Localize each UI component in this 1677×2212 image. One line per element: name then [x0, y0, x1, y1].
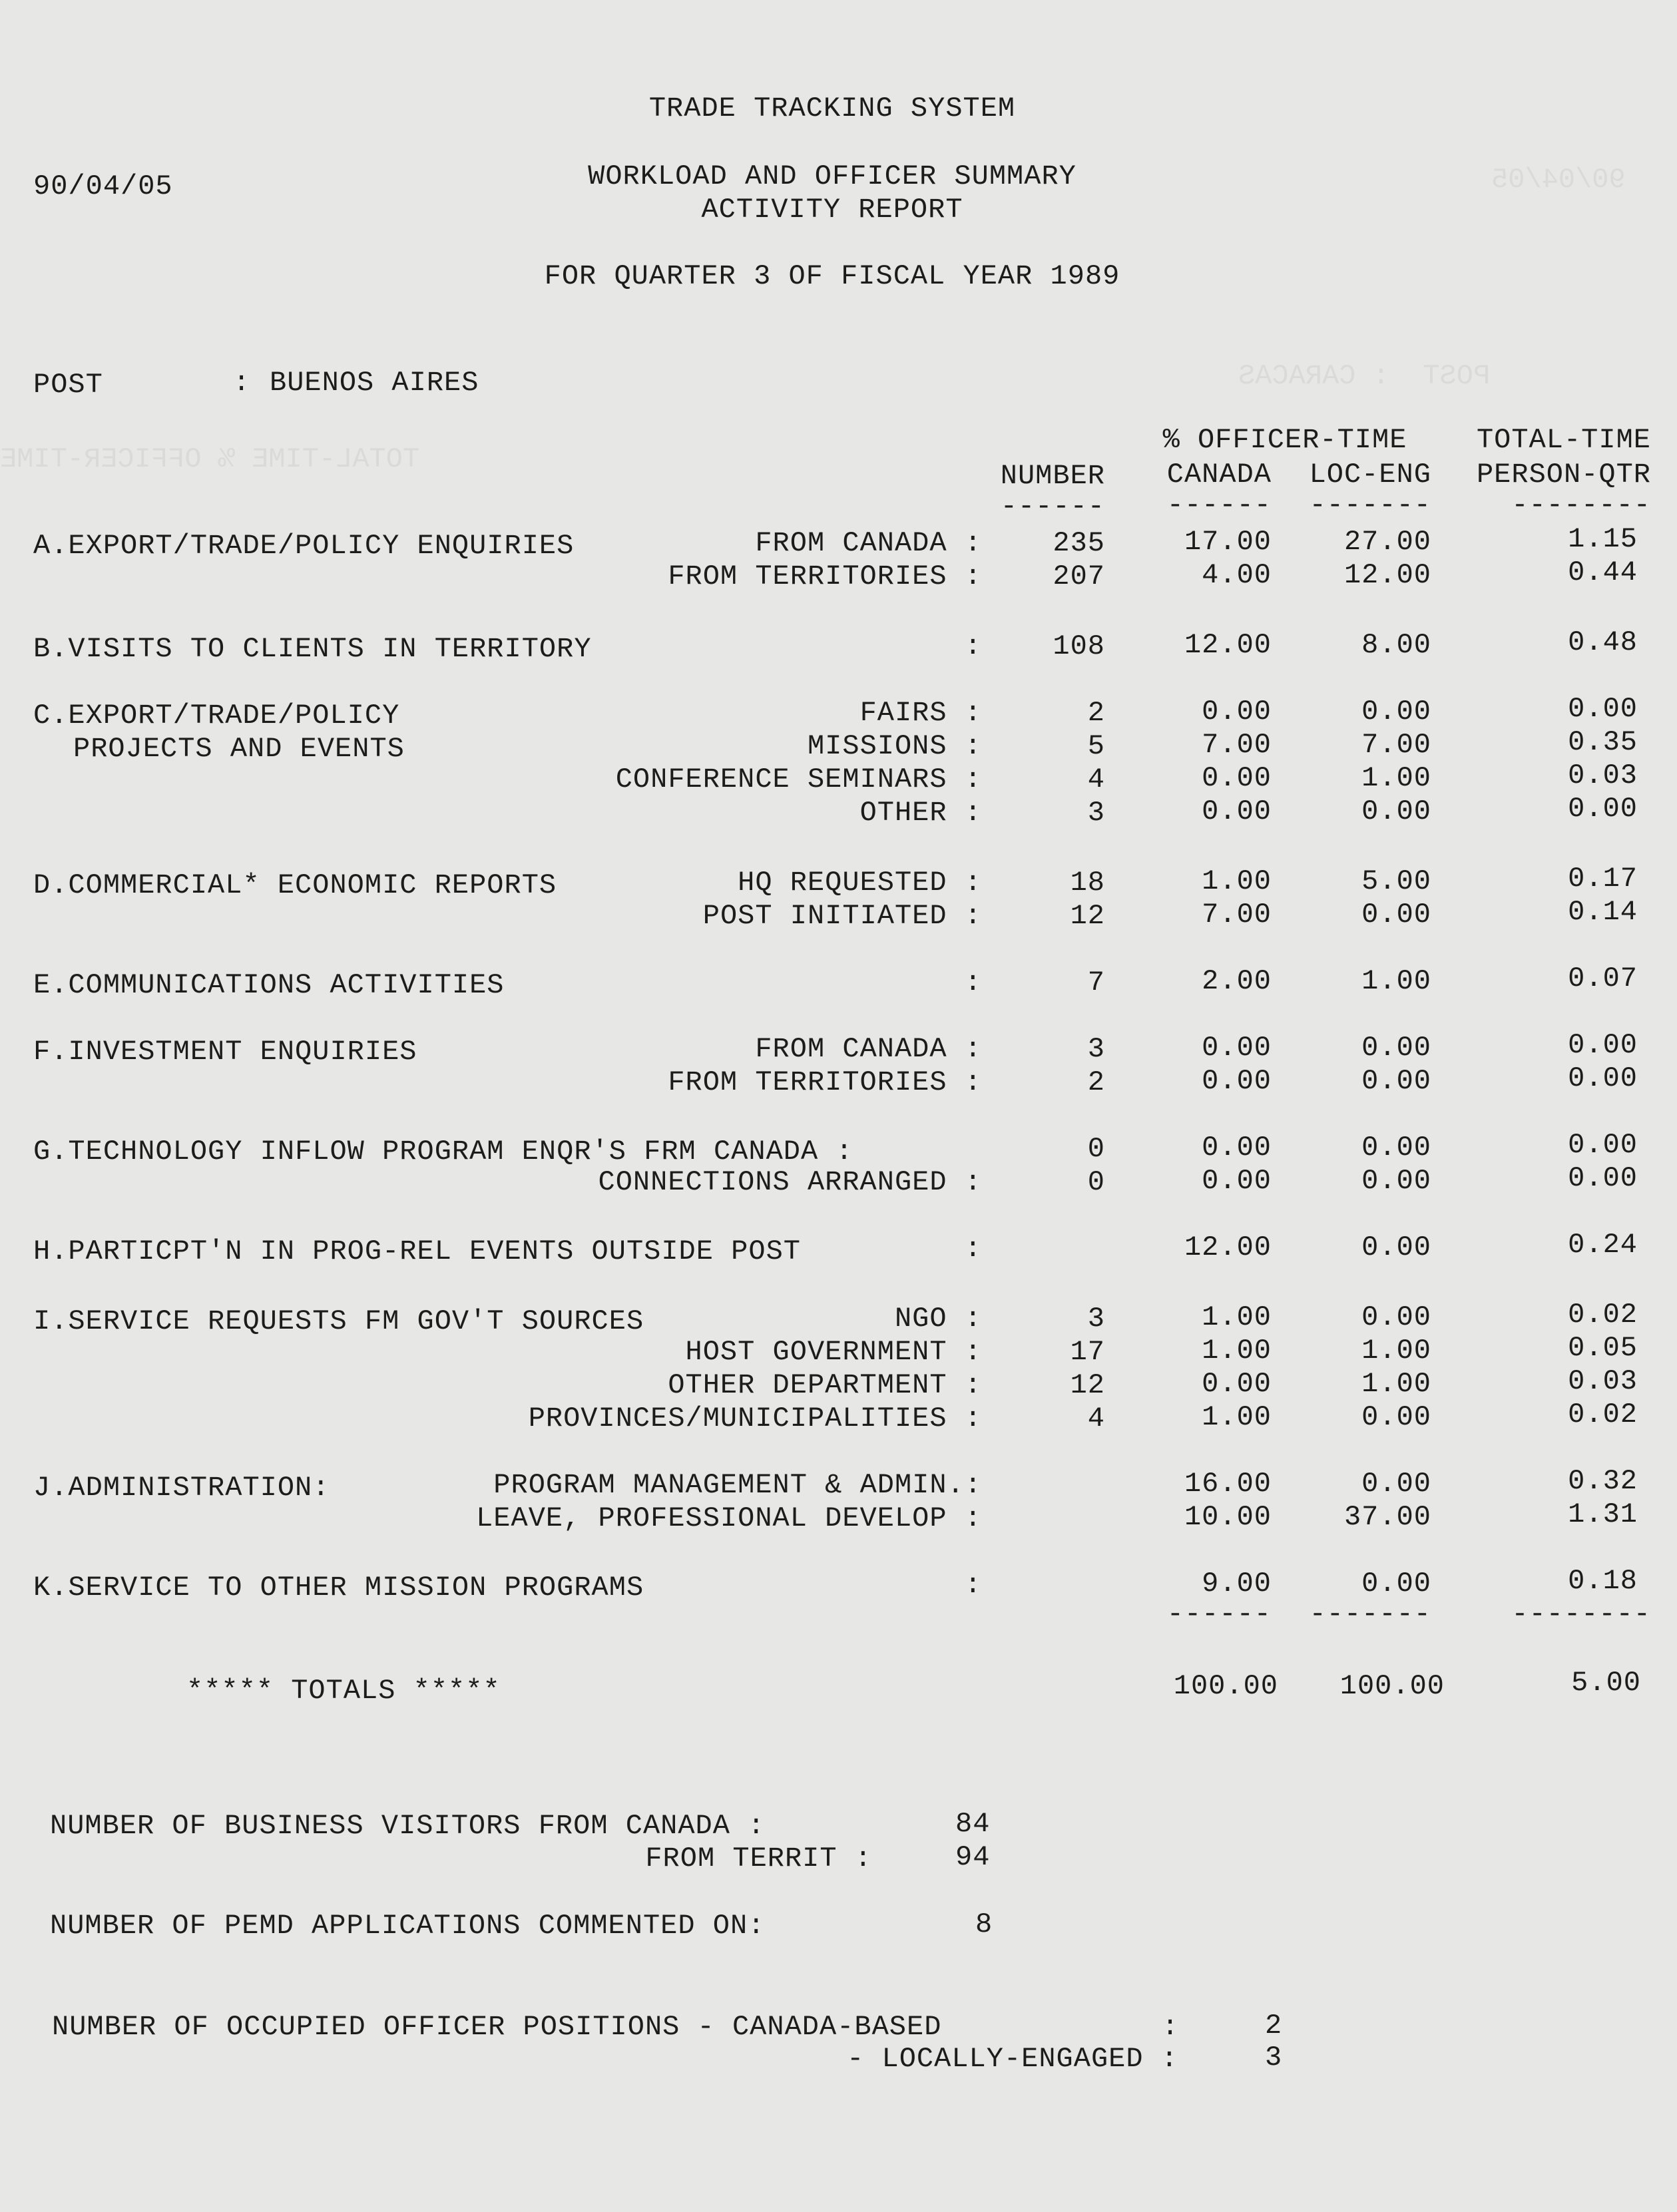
row-category-label: E.COMMUNICATIONS ACTIVITIES: [33, 969, 505, 1001]
row-person-qtr-value: 0.02: [1568, 1299, 1638, 1331]
row-loc-eng-pct-value: 0.00: [1361, 1568, 1431, 1600]
post-separator: :: [233, 367, 251, 399]
row-loc-eng-pct-value: 37.00: [1343, 1501, 1431, 1533]
row-loc-eng-pct-value: 0.00: [1361, 1231, 1431, 1263]
business-visitors-territ-value: 94: [955, 1841, 991, 1873]
loc-eng-column-header: LOC-ENG: [1309, 459, 1431, 491]
loc-eng-column-rule: -------: [1309, 489, 1431, 521]
row-category-label: G.TECHNOLOGY INFLOW PROGRAM ENQR'S FRM CANADA :: [33, 1136, 853, 1168]
row-subcategory-label: HQ REQUESTED :: [738, 867, 982, 899]
row-category-label: D.COMMERCIAL* ECONOMIC REPORTS: [33, 869, 557, 901]
row-canada-pct-value: 1.00: [1202, 1401, 1272, 1433]
row-canada-pct-value: 4.00: [1202, 559, 1272, 591]
report-period: FOR QUARTER 3 OF FISCAL YEAR 1989: [544, 260, 1120, 292]
row-subcategory-label: :: [964, 1569, 982, 1601]
row-person-qtr-value: 0.00: [1568, 693, 1638, 725]
row-number-value: 4: [1087, 1403, 1105, 1435]
officer-positions-local-value: 3: [1265, 2042, 1283, 2074]
row-subcategory-label: HOST GOVERNMENT :: [685, 1336, 982, 1368]
row-person-qtr-value: 0.17: [1568, 863, 1638, 895]
canada-column-header: CANADA: [1166, 459, 1272, 491]
row-loc-eng-pct-value: 0.00: [1361, 1132, 1431, 1164]
row-person-qtr-value: 0.03: [1568, 760, 1638, 791]
row-subcategory-label: CONNECTIONS ARRANGED :: [598, 1166, 982, 1198]
row-number-value: 12: [1070, 900, 1105, 932]
row-person-qtr-value: 1.31: [1568, 1498, 1638, 1530]
row-person-qtr-value: 0.05: [1568, 1332, 1638, 1364]
row-person-qtr-value: 0.00: [1568, 1162, 1638, 1194]
row-loc-eng-pct-value: 0.00: [1361, 1468, 1431, 1500]
row-number-value: 2: [1087, 697, 1105, 729]
post-value: BUENOS AIRES: [270, 367, 479, 399]
row-subcategory-label: POST INITIATED :: [702, 900, 982, 932]
row-category-label: H.PARTICPT'N IN PROG-REL EVENTS OUTSIDE POST: [33, 1235, 801, 1267]
row-category-label: A.EXPORT/TRADE/POLICY ENQUIRIES: [33, 530, 575, 562]
row-subcategory-label: MISSIONS :: [807, 730, 982, 762]
officer-time-group-header: % OFFICER-TIME: [1162, 424, 1407, 456]
row-number-value: 2: [1087, 1066, 1105, 1098]
person-qtr-column-header: PERSON-QTR: [1476, 459, 1651, 491]
row-person-qtr-value: 0.44: [1568, 556, 1638, 588]
total-time-header: TOTAL-TIME: [1476, 424, 1651, 456]
row-canada-pct-value: 12.00: [1184, 629, 1272, 661]
row-person-qtr-value: 0.24: [1568, 1229, 1638, 1261]
row-loc-eng-pct-value: 1.00: [1361, 965, 1431, 997]
officer-positions-label: NUMBER OF OCCUPIED OFFICER POSITIONS - CANADA-BASED: [52, 2011, 942, 2043]
officer-positions-canada-separator: :: [1162, 2011, 1180, 2043]
row-loc-eng-pct-value: 12.00: [1343, 559, 1431, 591]
totals-canada-value: 100.00: [1173, 1670, 1278, 1702]
row-number-value: 18: [1070, 867, 1105, 899]
row-number-value: 5: [1087, 730, 1105, 762]
bleed-through-post: POST : CARACAS: [1238, 360, 1491, 392]
row-loc-eng-pct-value: 0.00: [1361, 696, 1431, 728]
row-category-label: F.INVESTMENT ENQUIRIES: [33, 1036, 417, 1068]
pemd-applications-label: NUMBER OF PEMD APPLICATIONS COMMENTED ON:: [50, 1910, 766, 1942]
row-category-label: C.EXPORT/TRADE/POLICY: [33, 700, 400, 732]
row-person-qtr-value: 0.00: [1568, 1062, 1638, 1094]
row-person-qtr-value: 0.35: [1568, 726, 1638, 758]
number-column-rule: ------: [1000, 491, 1105, 523]
row-subcategory-label: :: [964, 630, 982, 662]
row-canada-pct-value: 0.00: [1202, 696, 1272, 728]
row-number-value: 108: [1053, 630, 1105, 662]
row-subcategory-label: FAIRS :: [859, 697, 982, 729]
report-date: 90/04/05: [33, 170, 173, 202]
row-canada-pct-value: 1.00: [1202, 1301, 1272, 1333]
row-canada-pct-value: 9.00: [1202, 1568, 1272, 1600]
row-person-qtr-value: 0.02: [1568, 1399, 1638, 1431]
row-subcategory-label: :: [964, 967, 982, 998]
totals-label: ***** TOTALS *****: [186, 1675, 501, 1707]
row-category-label: J.ADMINISTRATION:: [33, 1472, 330, 1504]
row-canada-pct-value: 2.00: [1202, 965, 1272, 997]
row-loc-eng-pct-value: 5.00: [1361, 865, 1431, 897]
report-title: WORKLOAD AND OFFICER SUMMARY: [588, 160, 1077, 192]
person-qtr-column-rule: --------: [1511, 489, 1651, 521]
row-subcategory-label: OTHER :: [859, 797, 982, 829]
row-number-value: 7: [1087, 967, 1105, 998]
row-loc-eng-pct-value: 8.00: [1361, 629, 1431, 661]
row-canada-pct-value: 10.00: [1184, 1501, 1272, 1533]
row-loc-eng-pct-value: 1.00: [1361, 1335, 1431, 1367]
row-subcategory-label: FROM TERRITORIES :: [668, 1066, 982, 1098]
row-loc-eng-pct-value: 1.00: [1361, 1368, 1431, 1400]
row-canada-pct-value: 0.00: [1202, 795, 1272, 827]
business-visitors-canada-value: 84: [955, 1808, 991, 1840]
totals-person-qtr-rule: --------: [1511, 1598, 1651, 1630]
row-subcategory-label: FROM CANADA :: [755, 1033, 982, 1065]
row-canada-pct-value: 1.00: [1202, 1335, 1272, 1367]
row-person-qtr-value: 1.15: [1568, 523, 1638, 555]
row-person-qtr-value: 0.03: [1568, 1365, 1638, 1397]
pemd-applications-value: 8: [975, 1908, 993, 1940]
row-canada-pct-value: 0.00: [1202, 1032, 1272, 1064]
row-loc-eng-pct-value: 7.00: [1361, 729, 1431, 761]
row-subcategory-label: FROM CANADA :: [755, 527, 982, 559]
row-subcategory-label: NGO :: [894, 1303, 982, 1335]
row-subcategory-label: OTHER DEPARTMENT :: [668, 1369, 982, 1401]
row-canada-pct-value: 16.00: [1184, 1468, 1272, 1500]
row-person-qtr-value: 0.00: [1568, 1029, 1638, 1061]
row-number-value: 0: [1087, 1166, 1105, 1198]
row-number-value: 3: [1087, 1303, 1105, 1335]
bleed-through-header: TOTAL-TIME % OFFICER-TIME: [0, 443, 420, 475]
row-canada-pct-value: 7.00: [1202, 899, 1272, 931]
row-subcategory-label: PROVINCES/MUNICIPALITIES :: [528, 1403, 982, 1435]
row-loc-eng-pct-value: 0.00: [1361, 1032, 1431, 1064]
row-canada-pct-value: 0.00: [1202, 1165, 1272, 1197]
row-person-qtr-value: 0.00: [1568, 1129, 1638, 1161]
business-visitors-label: NUMBER OF BUSINESS VISITORS FROM CANADA :: [50, 1810, 766, 1842]
row-person-qtr-value: 0.18: [1568, 1565, 1638, 1597]
row-category-label: PROJECTS AND EVENTS: [73, 733, 405, 765]
row-loc-eng-pct-value: 0.00: [1361, 1401, 1431, 1433]
row-number-value: 0: [1087, 1133, 1105, 1165]
number-column-header: NUMBER: [1000, 460, 1105, 492]
row-canada-pct-value: 0.00: [1202, 762, 1272, 794]
row-loc-eng-pct-value: 27.00: [1343, 526, 1431, 558]
row-number-value: 207: [1053, 560, 1105, 592]
row-number-value: 3: [1087, 797, 1105, 829]
row-loc-eng-pct-value: 0.00: [1361, 899, 1431, 931]
row-canada-pct-value: 0.00: [1202, 1368, 1272, 1400]
row-canada-pct-value: 1.00: [1202, 865, 1272, 897]
row-canada-pct-value: 0.00: [1202, 1132, 1272, 1164]
row-subcategory-label: LEAVE, PROFESSIONAL DEVELOP :: [476, 1502, 982, 1534]
totals-person-qtr-value: 5.00: [1571, 1667, 1641, 1699]
row-category-label: K.SERVICE TO OTHER MISSION PROGRAMS: [33, 1572, 644, 1604]
totals-canada-rule: ------: [1166, 1598, 1272, 1630]
officer-positions-local-label: - LOCALLY-ENGAGED :: [847, 2043, 1178, 2075]
row-person-qtr-value: 0.48: [1568, 626, 1638, 658]
system-title: TRADE TRACKING SYSTEM: [648, 93, 1016, 124]
bleed-through-date: 90/04/05: [1491, 164, 1626, 196]
row-canada-pct-value: 17.00: [1184, 526, 1272, 558]
officer-positions-canada-value: 2: [1265, 2010, 1283, 2042]
post-label: POST: [33, 369, 103, 401]
row-loc-eng-pct-value: 1.00: [1361, 762, 1431, 794]
row-loc-eng-pct-value: 0.00: [1361, 795, 1431, 827]
row-canada-pct-value: 0.00: [1202, 1065, 1272, 1097]
row-subcategory-label: PROGRAM MANAGEMENT & ADMIN.:: [493, 1469, 982, 1501]
row-subcategory-label: FROM TERRITORIES :: [668, 560, 982, 592]
row-number-value: 17: [1070, 1336, 1105, 1368]
report-subtitle: ACTIVITY REPORT: [701, 194, 963, 226]
row-loc-eng-pct-value: 0.00: [1361, 1301, 1431, 1333]
row-number-value: 235: [1053, 527, 1105, 559]
row-category-label: B.VISITS TO CLIENTS IN TERRITORY: [33, 633, 592, 665]
business-visitors-territ-label: FROM TERRIT :: [645, 1843, 872, 1875]
totals-loc-eng-value: 100.00: [1339, 1670, 1445, 1702]
row-canada-pct-value: 12.00: [1184, 1231, 1272, 1263]
canada-column-rule: ------: [1166, 489, 1272, 521]
row-person-qtr-value: 0.00: [1568, 793, 1638, 825]
row-subcategory-label: :: [964, 1233, 982, 1265]
row-number-value: 4: [1087, 764, 1105, 795]
row-person-qtr-value: 0.07: [1568, 963, 1638, 995]
totals-loc-eng-rule: -------: [1309, 1598, 1431, 1630]
row-category-label: I.SERVICE REQUESTS FM GOV'T SOURCES: [33, 1305, 644, 1337]
row-subcategory-label: CONFERENCE SEMINARS :: [615, 764, 982, 795]
row-number-value: 3: [1087, 1033, 1105, 1065]
row-person-qtr-value: 0.32: [1568, 1465, 1638, 1497]
row-loc-eng-pct-value: 0.00: [1361, 1165, 1431, 1197]
row-canada-pct-value: 7.00: [1202, 729, 1272, 761]
row-number-value: 12: [1070, 1369, 1105, 1401]
row-person-qtr-value: 0.14: [1568, 896, 1638, 928]
row-loc-eng-pct-value: 0.00: [1361, 1065, 1431, 1097]
